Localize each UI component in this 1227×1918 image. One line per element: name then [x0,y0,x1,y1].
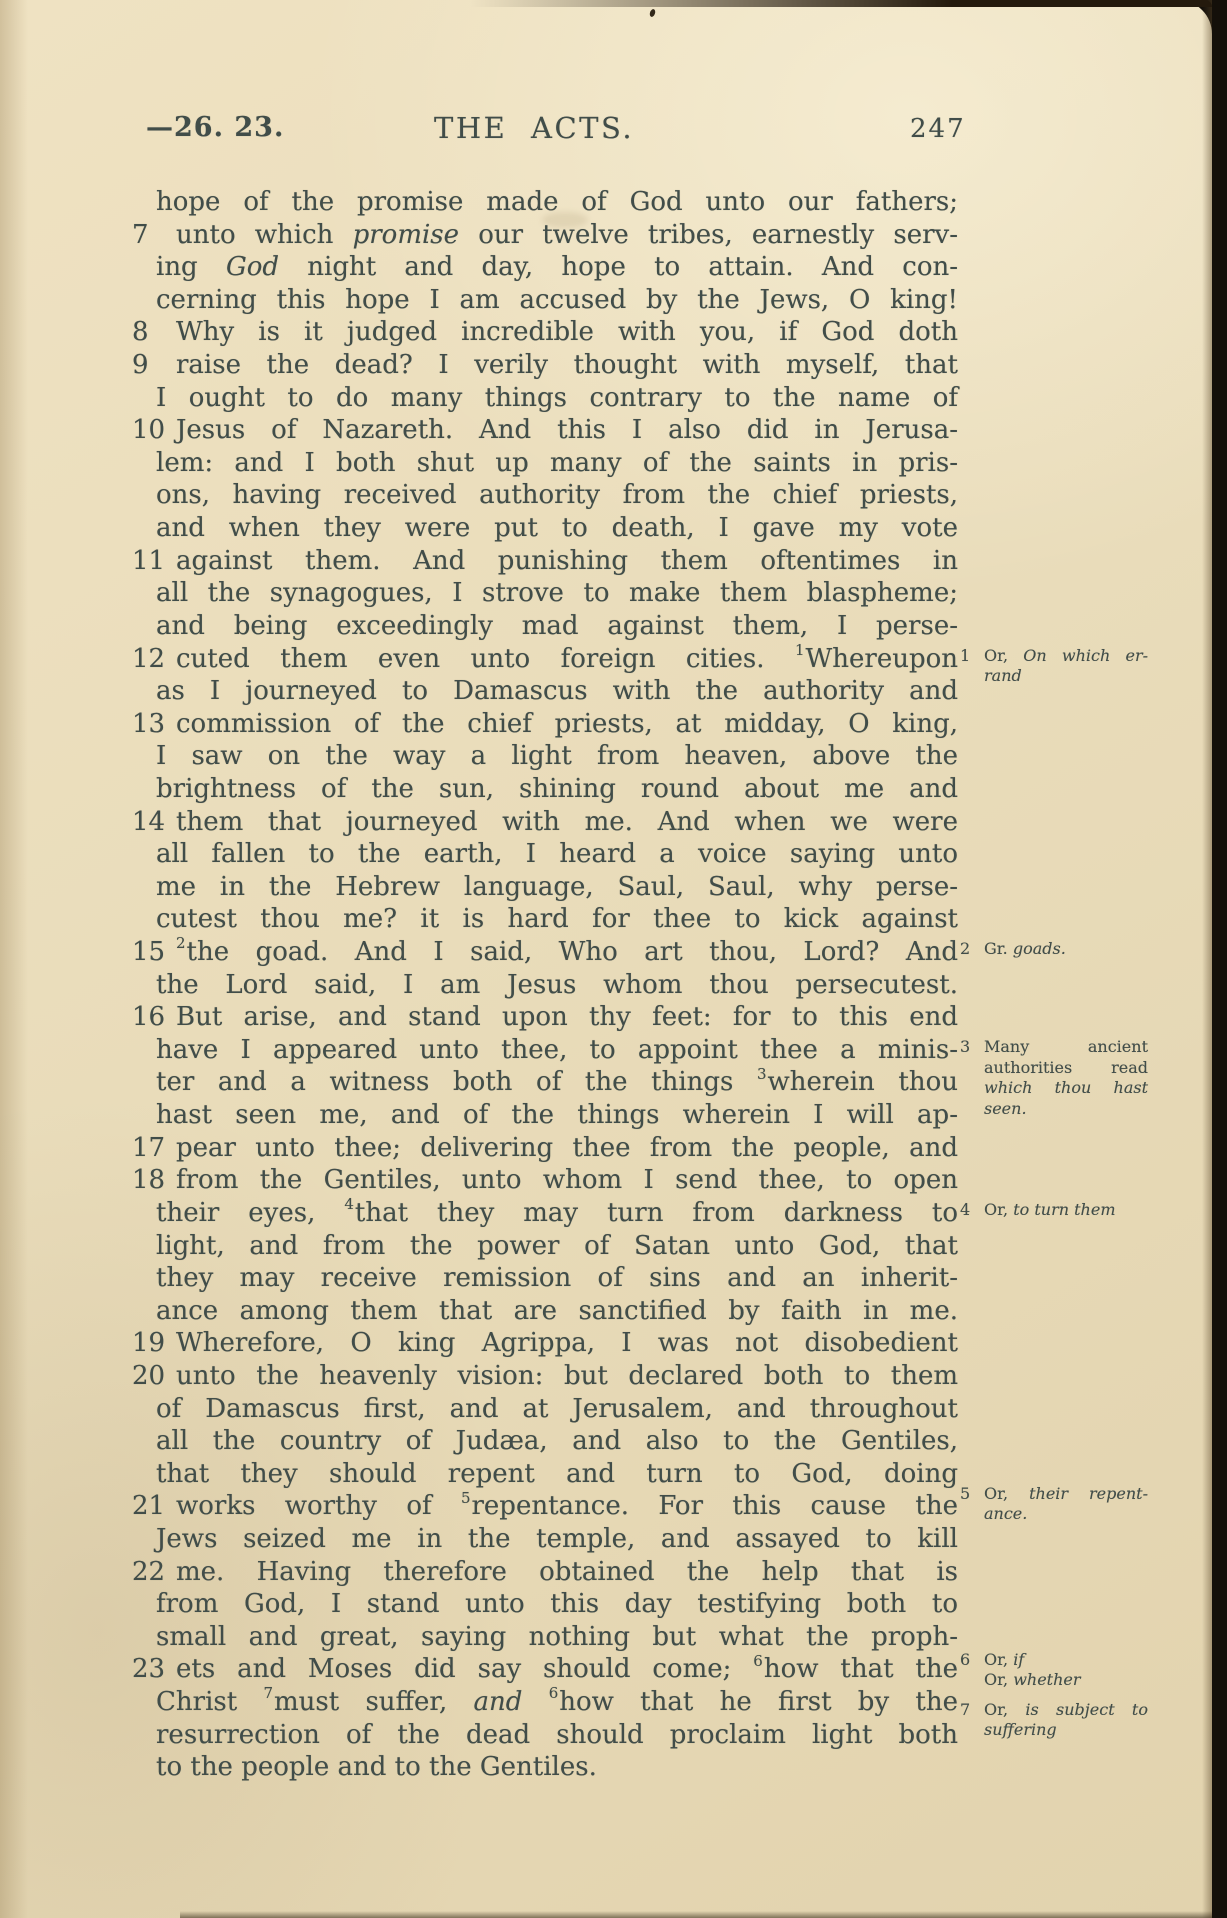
text-segment: On which er- [1023,645,1149,665]
footnote-marker: 3 [756,1064,767,1083]
verse-number: 11 [132,545,166,576]
text-segment: me in the Hebrew language, Saul, Saul, why perse- [156,871,958,902]
text-segment: suffering [984,1720,1057,1740]
margin-note [958,1484,1148,1525]
text-segment: Jews seized me in the temple, and assayed to kill [156,1523,958,1554]
verse-number: 18 [132,1165,166,1196]
text-segment: Or, [984,1670,1014,1690]
footnote-marker: 1 [794,640,805,659]
text-segment: and when they were put to death, I gave my vote [156,513,958,544]
text-segment: Or, [984,1649,1014,1669]
note-number: 3 [960,1037,971,1057]
verse-number: 13 [132,708,166,739]
text-segment: God [225,252,280,283]
text-segment: Jesus of Nazareth. And this I also did in Jerusa- [176,415,958,446]
text-segment: ons, having received authority from the chief priests, [156,480,958,511]
text-segment: Wherefore, O king Agrippa, I was not disobedient [176,1328,958,1359]
text-segment: commission of the chief priests, at midday, O king, [176,708,958,739]
text-segment: have I appeared unto thee, to appoint thee a minis- [156,1034,958,1065]
page-edge-right-shadow [1202,0,1212,1918]
note-number: 2 [960,939,971,959]
text-segment: goads. [1012,939,1066,959]
margin-note [958,1700,1148,1741]
page-edge-left-shadow [0,0,28,1918]
text-segment: ance among them that are sanctified by faith in me. [156,1295,958,1326]
text-segment: that they may turn from darkness to [354,1197,958,1228]
page-edge-bottom-shadow [180,1911,1212,1918]
text-segment: to the people and to the Gentiles. [156,1752,597,1783]
text-segment: Many ancient [984,1037,1148,1057]
text-segment: pear unto thee; delivering thee from the people, and [176,1132,958,1163]
footnote-marker: 6 [548,1684,559,1703]
text-segment: ance. [984,1504,1028,1524]
text-segment: their eyes, [156,1197,345,1228]
text-segment: and being exceedingly mad against them, I perse- [156,610,958,641]
text-segment: cerning this hope I am accused by the Jews, O king! [156,284,958,315]
text-segment: works worthy of [176,1491,461,1522]
text-segment: light, and from the power of Satan unto God, that [156,1230,958,1261]
text-segment: rand [984,666,1022,686]
verse-number: 20 [132,1360,166,1391]
note-number: 7 [960,1699,971,1719]
footnote-marker: 5 [460,1488,471,1507]
text-segment: of Damascus first, and at Jerusalem, and throughout [156,1393,958,1424]
verse-number: 17 [132,1132,166,1163]
text-segment: cuted them even unto foreign cities. [176,643,795,674]
book-edge-top [470,0,1212,7]
text-segment: Gr. [984,939,1013,959]
text-segment: Or, [984,1699,1026,1719]
note-line [958,1670,1148,1691]
text-segment: hope of the promise made of God unto our fathers; [156,187,958,217]
text-segment: Or, [984,1483,1030,1503]
verse-number: 12 [132,643,166,674]
note-line [958,1037,1148,1058]
header-book-title: THE ACTS. [434,111,635,145]
note-line [958,1700,1148,1721]
text-segment: night and day, hope to attain. And con- [279,252,959,283]
text-segment: Or, [984,645,1024,665]
text-segment: cutest thou me? it is hard for thee to kick against [156,904,958,935]
note-line [958,1099,1148,1120]
footnote-marker: 4 [344,1195,354,1214]
text-segment: ing [156,252,226,283]
text-segment: all the country of Judæa, and also to the Gentiles, [156,1426,958,1457]
margin-note [958,1650,1148,1691]
text-segment: ets and Moses did say should come; [176,1654,754,1685]
footnote-marker: 7 [263,1684,273,1703]
note-line [958,1720,1148,1741]
note-line [958,1200,1148,1221]
text-segment: if [1013,1649,1025,1669]
text-segment: repentance. For this cause the [471,1491,958,1522]
text-segment: them that journeyed with me. And when we were [176,806,958,837]
verse-number: 19 [132,1328,166,1359]
text-segment: all the synagogues, I strove to make them blaspheme; [156,578,958,609]
text-segment: and [473,1687,523,1718]
verse-number: 8 [132,317,149,348]
note-line [958,1504,1148,1525]
text-segment: they may receive remission of sins and an inherit- [156,1263,958,1294]
margin-note [958,939,1148,960]
margin-note [958,1200,1148,1221]
note-line [958,666,1148,687]
text-segment: Whereupon [805,643,958,674]
text-segment: their repent- [1029,1483,1148,1503]
header-chapter-ref: —26. 23. [146,112,285,143]
text-segment: Or, [984,1200,1014,1220]
text-segment: small and great, saying nothing but what the proph- [156,1621,958,1652]
margin-note [958,646,1148,687]
header-page-number: 247 [910,114,966,144]
text-segment: authorities read [984,1057,1148,1077]
text-segment: promise [352,219,460,250]
text-segment: how that the [763,1654,958,1685]
note-line [958,1058,1148,1079]
text-segment: raise the dead? I verily thought with myself, that [176,350,958,381]
note-number: 4 [960,1200,971,1220]
text-segment: which thou hast [984,1078,1148,1098]
text-segment: the goad. And I said, Who art thou, Lord? And [186,937,958,968]
verse-number: 7 [132,219,149,250]
text-segment: must suffer, [274,1687,474,1718]
note-number: 6 [960,1649,971,1669]
text-segment: unto which [176,219,353,250]
text-segment: lem: and I both shut up many of the saints in pris- [156,447,958,478]
text-segment: how that he first by the [559,1687,958,1718]
text-segment: But arise, and stand upon thy feet: for to this end [176,1002,958,1033]
text-segment: Christ [156,1687,264,1718]
verse-number: 23 [132,1654,166,1685]
note-line [958,646,1148,667]
note-number: 1 [960,645,971,665]
verse-number: 22 [132,1556,166,1587]
text-segment: as I journeyed to Damascus with the authority and [156,676,958,707]
note-number: 5 [960,1483,971,1503]
text-segment: the Lord said, I am Jesus whom thou persecutest. [156,969,958,1000]
verse-number: 10 [132,415,166,446]
text-segment: brightness of the sun, shining round about me and [156,773,958,804]
verse-number: 9 [132,350,149,381]
text-segment: that they should repent and turn to God, doing [156,1458,958,1489]
text-segment: seen. [984,1098,1027,1118]
note-line [958,939,1148,960]
note-line [958,1484,1148,1505]
text-segment: against them. And punishing them oftentimes in [176,545,958,576]
note-line [958,1650,1148,1671]
text-segment: from God, I stand unto this day testifying both to [156,1589,958,1620]
text-segment: from the Gentiles, unto whom I send thee, to open [176,1165,958,1196]
text-segment: whether [1013,1670,1081,1690]
note-line [958,1078,1148,1099]
text-segment: I saw on the way a light from heaven, above the [156,741,958,772]
text-segment: ter and a witness both of the things [156,1067,757,1098]
text-segment: wherein thou [767,1067,958,1098]
verse-number: 21 [132,1491,166,1522]
text-segment: resurrection of the dead should proclaim light both [156,1719,958,1750]
text-segment: Why is it judged incredible with you, if God doth [176,317,958,348]
verse-number: 16 [132,1002,166,1033]
footnote-marker: 2 [176,934,186,953]
text-segment: hast seen me, and of the things wherein I will ap- [156,1100,958,1131]
text-segment: I ought to do many things contrary to the name of [156,382,958,413]
footnote-marker: 6 [753,1651,763,1670]
text-segment: me. Having therefore obtained the help that is [176,1556,958,1587]
margin-note [958,1037,1148,1119]
text-segment: our twelve tribes, earnestly serv- [459,219,958,250]
verse-number: 15 [132,937,166,968]
verse-number: 14 [132,806,166,837]
text-segment: is subject to [1025,1699,1148,1719]
text-segment: all fallen to the earth, I heard a voice saying unto [156,839,958,870]
text-segment: to turn them [1013,1200,1116,1220]
text-segment: unto the heavenly vision: but declared both to them [176,1360,958,1391]
